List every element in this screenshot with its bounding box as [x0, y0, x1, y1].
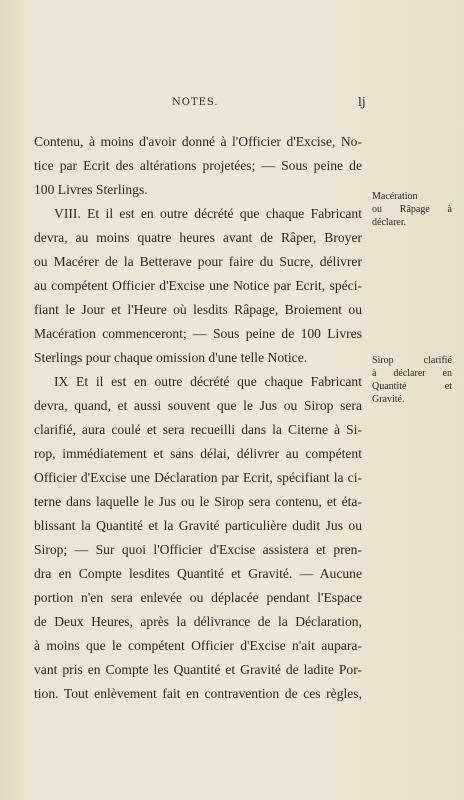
- margin-note-line: Sirop clarifié: [372, 355, 452, 366]
- text-line: ou Macérer de la Betterave pour faire du Sucre, délivrer: [34, 254, 362, 269]
- margin-note-line: à déclarer en: [372, 368, 452, 379]
- text-line: dra en Compte lesdites Quantité et Gravité. — Aucune: [34, 566, 362, 581]
- page-header: [0, 97, 464, 117]
- text-line: 100 Livres Sterlings.: [34, 182, 148, 197]
- margin-note-line: Macération: [372, 191, 418, 202]
- margin-note-maceration: [372, 190, 452, 229]
- text-line: de Deux Heures, après la délivrance de la Déclaration,: [34, 614, 362, 629]
- text-line: VIII. Et il est en outre décrété que chaque Fabricant: [54, 206, 362, 221]
- page-number: lj: [358, 95, 366, 109]
- text-line: tice par Ecrit des altérations projetées; — Sous peine de: [34, 158, 362, 173]
- text-line: terne dans laquelle le Jus ou le Sirop sera contenu, et éta-: [34, 494, 362, 509]
- text-line: devra, au moins quatre heures avant de Râper, Broyer: [34, 230, 362, 245]
- text-line: clarifié, aura coulé et sera recueilli dans la Citerne à Si-: [34, 422, 362, 437]
- body-text: [34, 130, 362, 706]
- text-line: vant pris en Compte les Quantité et Gravité de ladite Por-: [34, 662, 362, 677]
- text-line: fiant le Jour et l'Heure où lesdits Râpage, Broiement ou: [34, 302, 362, 317]
- margin-note-sirop: [372, 354, 452, 406]
- running-head: NOTES.: [172, 97, 219, 108]
- margin-note-line: Quantité et: [372, 381, 452, 392]
- margin-note-line: déclarer.: [372, 217, 407, 228]
- text-line: devra, quand, et aussi souvent que le Jus ou Sirop sera: [34, 398, 362, 413]
- margin-note-line: Gravité.: [372, 394, 405, 405]
- text-line: IX Et il est en outre décrété que chaque Fabricant: [54, 374, 362, 389]
- text-line: Contenu, à moins d'avoir donné à l'Officier d'Excise, No-: [34, 134, 362, 149]
- text-line: à moins que le compétent Officier d'Excise n'ait aupara-: [34, 638, 362, 653]
- text-line: Sterlings pour chaque omission d'une telle Notice.: [34, 350, 308, 365]
- margin-note-line: ou Râpage à: [372, 204, 452, 215]
- text-line: portion n'en sera enlevée ou déplacée pendant l'Espace: [34, 590, 362, 605]
- text-line: rop, immédiatement et sans délai, délivrer au compétent: [34, 446, 362, 461]
- text-line: Officier d'Excise une Déclaration par Ecrit, spécifiant la ci-: [34, 470, 362, 485]
- text-line: Macération commenceront; — Sous peine de 100 Livres: [34, 326, 362, 341]
- text-line: Sirop; — Sur quoi l'Officier d'Excise assistera et pren-: [34, 542, 362, 557]
- text-line: tion. Tout enlèvement fait en contravention de ces règles,: [34, 686, 362, 701]
- text-line: au compétent Officier d'Excise une Notice par Ecrit, spéci-: [34, 278, 362, 293]
- text-line: blissant la Quantité et la Gravité particulière dudit Jus ou: [34, 518, 362, 533]
